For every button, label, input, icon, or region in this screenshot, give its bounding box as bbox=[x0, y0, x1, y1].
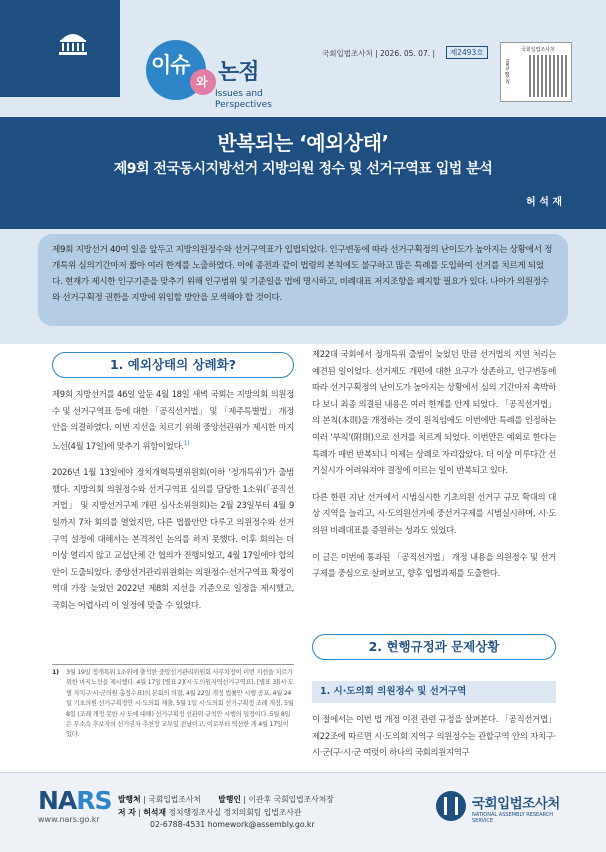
nars-logo-accent: RS bbox=[76, 786, 112, 815]
subsection-heading: 1. 시·도의회 의원정수 및 선거구역 bbox=[312, 681, 556, 703]
nars-org-name-ko: 국회입법조사처 bbox=[472, 796, 560, 812]
footnote-text: 3월 19일 정개특위 1소위에 출석한 중앙선거관리위원회 사무차장이 이번 지선을 치르기 위한 마지노선을 제시했다. 4월 17일 [별표 2](시·도의원지역선거구역표), [별표 3](시·도별 자치구·시·군의원 총정수표)의 본회의 의결, 4월 22일 개정 법률안 시행 공포, 4월 24일 기초의원 선거구획정안 시·도의회 제출, 5월 1일 시·도의회 선거구획정 조례 개정, 5월 8일 (조례 개정 못한 시·도에 대해) 선거구획정 선관위 규칙안 시행의 일정이다. 5월 8일은 무소속 후보자의 선거권자 추천장 교부일 전날이고, 이로부터 역산한 게 4월 17일이었다. bbox=[66, 669, 294, 739]
series-english-line1: Issues and bbox=[215, 89, 263, 99]
right-paragraph-2: 다른 한편 지난 선거에서 시범실시한 기초의원 선거구 규모 확대의 대상 지역을 늘리고, 시·도의원선거에 중선거구제를 시범실시하며, 시·도의원 비례대표를 증원하는 성과도 있었다. bbox=[312, 491, 556, 535]
nars-org-name-en: NATIONAL ASSEMBLY RESEARCH SERVICE bbox=[472, 812, 554, 824]
author-label: 저 자 bbox=[118, 808, 136, 817]
nars-logo[interactable] bbox=[38, 786, 112, 815]
section1-paragraph-1-text: 제9회 지방선거를 46일 앞둔 4월 18일 새벽 국회는 지방의회 의원정수 및 선거구역표 등에 대한 「공직선거법」 및 「제주특별법」 개정안을 의결하였다. 이번 지선을 치르기 위해 중앙선관위가 제시한 마지노선(4월 17일)에 맞추기 위함이었다. bbox=[52, 389, 294, 451]
page-title: 반복되는 ‘예외상태’ bbox=[217, 131, 389, 155]
series-english-line2: Perspectives bbox=[215, 100, 272, 110]
issue-number-badge: 제2493호 bbox=[446, 46, 488, 59]
publisher-value: 국회입법조사처 bbox=[148, 795, 201, 804]
right-paragraph-3: 이 글은 이번에 통과된 「공직선거법」 개정 내용을 의원정수 및 선거구제를 중심으로 살펴보고, 향후 입법과제를 도출한다. bbox=[312, 551, 556, 579]
qr-code-icon bbox=[529, 55, 567, 97]
footer-author-line: 저 자 | 허석재 정치행정조사실 정치의회팀 입법조사관 bbox=[118, 808, 302, 817]
page-subtitle: 제9회 전국동시지방선거 지방의원 정수 및 선거구역표 입법 분석 bbox=[113, 161, 493, 177]
national-assembly-icon bbox=[58, 30, 88, 56]
footer-publisher-line: 발행처 | 국회입법조사처 발행인 | 이관후 국회입법조사처장 bbox=[118, 795, 334, 804]
nars-org-logo[interactable] bbox=[424, 787, 574, 827]
author-affiliation: 정치행정조사실 정치의회팀 입법조사관 bbox=[168, 808, 302, 817]
qr-site-label: nars.go.kr bbox=[504, 59, 510, 85]
issuer-value: 이관후 국회입법조사처장 bbox=[248, 795, 334, 804]
footer-contact[interactable]: 02-6788-4531 homework@assembly.go.kr bbox=[150, 820, 315, 829]
author-value: 허석재 bbox=[143, 808, 166, 817]
qr-code-box[interactable] bbox=[500, 42, 572, 102]
issuer-label: 발행인 bbox=[218, 795, 241, 804]
section-heading-1: 1. 예외상태의 상례화? bbox=[52, 352, 294, 378]
section1-paragraph-1 bbox=[52, 386, 294, 454]
footnote bbox=[52, 668, 294, 741]
header-navy-block bbox=[0, 0, 120, 97]
summary-box: 제9회 지방선거 40여 일을 앞두고 지방의원정수와 선거구역표가 입법되었다. 인구변동에 따라 선거구획정의 난이도가 높아지는 상황에서 정개특위 심의기간마저 짧아 여러 한계를 노출하였다. 이에 종전과 같이 법령의 본칙에도 불구하고 많은 특례를 도입하여 선거를 치르게 되었다. 현재가 제시한 인구기준을 맞추기 위해 인구범위 및 기준일을 법에 명시하고, 비례대표 저지조항을 폐지할 필요가 있다. 나아가 의원정수와 선거구획정 권한을 지방에 위임할 방안을 모색해야 할 것이다. bbox=[38, 234, 568, 326]
nars-emblem-icon bbox=[436, 791, 466, 821]
nars-logo-main: NA bbox=[38, 786, 77, 815]
footnote-divider bbox=[52, 664, 294, 665]
right-column bbox=[312, 346, 556, 592]
right-paragraph-1: 제22대 국회에서 정개특위 출범이 늦었던 만큼 선거법의 지연 처리는 예견된 일이었다. 선거제도 개편에 대한 요구가 상존하고, 인구변동에 따라 선거구획정의 난이도가 높아지는 상황에서 심의 기간마저 촉박하다 보니 최종 의결된 내용은 여러 한계를 안게 되었다. 「공직선거법」의 본칙(本則)을 개정하는 것이 원칙임에도 이번에만 특례를 인정하는 여러 ‘부칙’(附則)으로 선거를 치르게 되었다. 이번만은 예외로 한다는 특례가 매번 반복되니 이제는 상례로 자리잡았다. 더 이상 미루다간 선거실시가 어려워져야 결정에 이르는 일이 반복되고 있다. bbox=[312, 349, 556, 476]
section-heading-2: 2. 현행규정과 문제상황 bbox=[312, 634, 556, 660]
series-logo-perspective: 논점 bbox=[218, 60, 259, 85]
publisher-label: 발행처 bbox=[118, 795, 141, 804]
footnote-number: 1) bbox=[52, 669, 59, 676]
section1-paragraph-2: 2026년 1월 13일에야 정치개혁특별위원회(이하 ‘정개특위’)가 출범했다. 지방의회 의원정수와 선거구역표 심의를 담당한 1소위(「공직선거법」 및 지방선거구제 개편 심사소위원회)는 2월 23일부터 4월 9일까지 7차 회의를 열었지만, 다른 법률안만 다루고 의원정수와 선거구역 설정에 대해서는 본격적인 논의를 하지 못했다. 이후 회의는 더 이상 열리지 않고 교섭단체 간 협의가 진행되었고, 4월 17일에야 합의안이 도출되었다. 중앙선거관리위원회는 의원정수·선거구역표 확정이 역대 가장 늦었던 2022년 제8회 지선을 기준으로 일정을 제시했고, 국회는 어렵사리 이 일정에 맞출 수 있었다. bbox=[52, 467, 294, 610]
series-logo-issue: 이슈 bbox=[151, 53, 190, 77]
qr-title: 국회입법조사처 bbox=[521, 47, 555, 53]
series-logo-wa: 와 bbox=[196, 75, 208, 89]
publication-info: 국회입법조사처 | 2026. 05. 07. | bbox=[322, 49, 436, 58]
left-column bbox=[52, 386, 294, 624]
section2-paragraph-1: 이 절에서는 이번 법 개정 이전 관련 규정을 살펴본다. 「공직선거법」 제22조에 따르면 시·도의회 지역구 의원정수는 관할구역 안의 자치구·시·군(구·시·군 여럿이 하나의 국회의원지역구 bbox=[312, 714, 556, 758]
footnote-ref-1[interactable]: 1) bbox=[183, 439, 190, 447]
author-name: 허 석 재 bbox=[526, 197, 562, 208]
site-url-link[interactable]: www.nars.go.kr bbox=[38, 815, 100, 824]
